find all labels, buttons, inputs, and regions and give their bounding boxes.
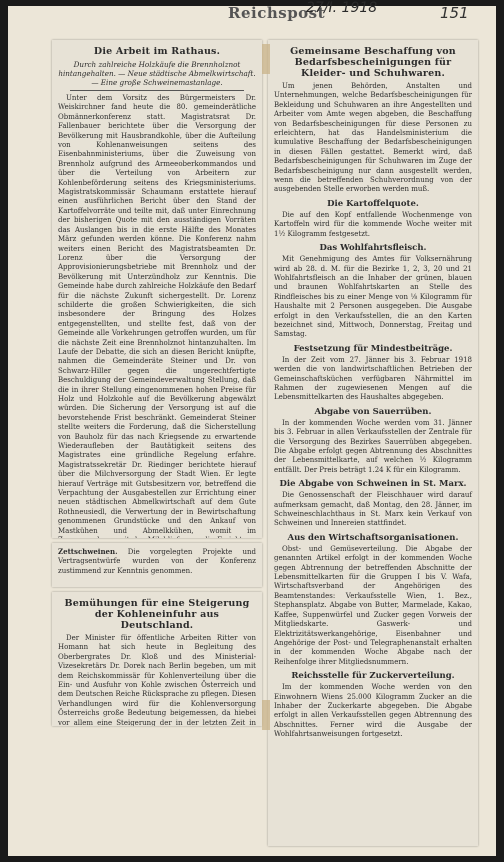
- section-body-kartoffel: Die auf den Kopf entfallende Wochenmenge von Kartoffeln wird für die kommende Woche weiter mit 1½ Kilogramm festgesetzt.: [274, 210, 472, 238]
- tape-strip: [262, 44, 270, 74]
- article-lead: Zettschweinen.: [58, 547, 118, 556]
- masthead: Reichspost: [228, 4, 326, 22]
- article-title: Gemeinsame Beschaffung von Bedarfsbescheinigungen für Kleider- und Schuhwaren.: [290, 46, 456, 79]
- article-title: Bemühungen für eine Steigerung der Kohleneinfuhr aus Deutschland.: [64, 598, 250, 631]
- article-kohleneinfuhr: [52, 592, 262, 726]
- section-heading-schweine: Die Abgabe von Schweinen in St. Marx.: [279, 479, 467, 490]
- section-heading-zucker: Reichsstelle für Zuckerverteilung.: [291, 671, 455, 682]
- section-heading-mindest: Festsetzung für Mindestbeiträge.: [293, 343, 453, 354]
- section-body-mindest: In der Zeit vom 27. Jänner bis 3. Februar 1918 werden die von landwirtschaftlichen Betrieben der Gemeinschaftsküchen verfügbaren Nährmittel im Rahmen der zugewiesenen Mengen auf die Lebensmittelkarten des Haushaltes abgegeben.: [274, 355, 472, 402]
- section-body-zucker: Im der kommenden Woche werden von den Einwohnern Wiens 25.000 Kilogramm Zucker an die Inhaber der Zuckerkarte abgegeben. Die Abgabe erfolgt in allen Verkaufsstellen gegen Abtrennung des Abschnittes. Ferner wird die Ausgabe der Wohlfahrtsanweisungen fortgesetzt.: [274, 683, 472, 739]
- article-subtitle: Durch zahlreiche Holzkäufe die Brennholznot hintangehalten. — Neue städtische Abmelkwirtschaft. — Eine große Schweinemastanlage.: [58, 60, 256, 87]
- article-title: Die Arbeit im Rathaus.: [93, 46, 221, 57]
- article-rathaus-continued: [52, 543, 262, 587]
- section-heading-sauer: Abgabe von Sauerrüben.: [314, 406, 432, 417]
- section-heading-wohlfahrt: Das Wohlfahrtsfleisch.: [319, 243, 427, 254]
- section-body-sauer: In der kommenden Woche werden vom 31. Jänner bis 3. Februar in allen Verkaufsstellen der Zentrale für die Versorgung des Bezirkes Sauerrüben abgegeben. Die Abgabe erfolgt gegen Abtrennung des Abschnittes der Lebensmittelkarte, auf welchen ½ Kilogramm entfällt. Der Preis beträgt 1.24 K für ein Kilogramm.: [274, 418, 472, 474]
- section-body-wohlfahrt: Mit Genehmigung des Amtes für Volksernährung wird ab 28. d. M. für die Bezirke 1, 2, 3, 20 und 21 Wohlfahrtsfleisch an die Inhaber der grünen, blauen und braunen Wohlfahrtskarten an Stelle des Rindfleisches bis zu einer Menge von ⅛ Kilogramm für Haushalte mit 2 Personen ausgegeben. Die Ausgabe erfolgt in den Verkaufsstellen, die an den Karten bezeichnet sind, Mittwoch, Donnerstag, Freitag und Samstag.: [274, 255, 472, 339]
- handwritten-date: 27/I. 1918: [306, 0, 378, 16]
- tape-strip: [262, 700, 270, 730]
- article-body: Der Minister für öffentliche Arbeiten Ritter von Homann hat sich heute in Begleitung des Oberbergrates Dr. Kloß und des Ministerial-Vizesekretärs Dr. Dorek nach Berlin begeben, um mit dem Reichskommissär für Kohlenverteilung über die Ein- und Ausfuhr von Kohle zwischen Österreich und dem Deutschen Reiche Rücksprache zu pflegen. Diesen Verhandlungen wird für die Kohlenversorgung Österreichs große Bedeutung beigemessen, da hiebei vor allem eine Steigerung der in der letzten Zeit in: [58, 634, 256, 726]
- section-heading-wirtschaft: Aus den Wirtschaftsorganisationen.: [287, 532, 459, 543]
- handwritten-shelf-number: 151: [440, 4, 469, 22]
- divider: [70, 90, 244, 91]
- article-body: Um jenen Behörden, Anstalten und Unternehmungen, welche Bedarfsbescheinigungen für Bekleidung und Schuhwaren an ihre Angestellten und Arbeiter vom Amte wegen abgeben, die Beschaffung von Bedarfsbescheinigungen für diese Personen zu erleichtern, hat das Handelsministerium die kumulative Beschaffung der Bedarfsbescheinigungen in diesen Fällen gestattet. Bemerkt wird, daß Bedarfsbescheinigungen für Schuhwaren im Zuge der Bedarfsbescheinigung nur dann ausgestellt werden, wenn die betreffenden Schuhverordnung von der ausgebenden Stelle erworben werden muß.: [274, 82, 472, 194]
- section-heading-kartoffel: Die Kartoffelquote.: [327, 198, 419, 209]
- section-body-schweine: Die Genossenschaft der Fleischhauer wird darauf aufmerksam gemacht, daß Montag, den 28. Jänner, im Schweineschlachthaus in St. Marx kein Verkauf von Schweinen und Innereien stattfindet.: [274, 491, 472, 528]
- article-body: Die vorgelegten Projekte und Vertragsentwürfe wurden von der Konferenz zustimmend zur Kenntnis genommen.: [58, 548, 256, 575]
- article-body: Unter dem Vorsitz des Bürgermeisters Dr. Weiskirchner fand heute die 80. gemeinderätliche Obmännerkonferenz statt. Magistratsrat Dr. Fallenbauer berichtete über die Versorgung der Bevölkerung mit Hausbrandkohle, über die Aufteilung von Kohlenanweisungen seitens des Eisenbahnministeriums, über die Zuweisung von Brennholz aufgrund des Armeeoberkommandos und über die Verteilung von Arbeitern zur Kohlenbeförderung seitens des Kriegsministeriums. Magistratskommissär Schaumann erstattete hierauf einen ausführlichen Bericht über den Stand der Kartoffelvorräte und teilte mit, daß unter Einrechnung der bisherigen Quote mit den ausständigen Vorräten das Auslangen bis in die erste Hälfte des Monates März gefunden werden könne. Die Konferenz nahm weiters einen Bericht des Magistratsbeamten Dr. Lorenz über die Versorgung der Approvisionierungsbetriebe mit Brennholz und der Bevölkerung mit Unterzündholz zur Kenntnis. Die Gemeinde habe durch zahlreiche Holzkäufe den Bedarf für die nächste Zukunft sichergestellt. Dr. Lorenz schilderte die großen Schwierigkeiten, die sich insbesondere der Bringung des Holzes entgegenstellten, und stellte fest, daß von der Gemeinde alle Vorkehrungen getroffen wurden, um für die nächste Zeit eine Brennholznot hintanzuhalten. Im Laufe der Debatte, die sich an diesen Bericht knüpfte, nahmen die Gemeinderäte Steiner und Dr. von Schwarz-Hiller gegen die ungerechtfertigte Beschuldigung der Gemeindeverwaltung Stellung, daß die in ihrer Stellung eingenommenen hohen Preise für Holz und Holzkohle auf die Bevölkerung abgewälzt würden. Die Sicherung der Versorgung ist auf die bevorstehende Frist beschränkt. Gemeinderat Steiner stellte weiters die Forderung, daß die Sicherstellung von Bauholz für das nach Kriegsende zu erwartende Wiederaufleben der Bautätigkeit seitens des Magistrates eine gründliche Regelung erfahre. Magistratssekretär Dr. Riedinger berichtete hierauf über die Milchversorgung der Stadt Wien. Er legte hierauf Verträge mit Gutsbesitzern vor, betreffend die Verpachtung der Ausgabestellen zur Errichtung einer neuen städtischen Abmelkwirtschaft auf dem Gute Rothneusiedl, die Verwertung der in Bewirtschaftung genommenen Grundstücke und den Ankauf von Mastkühen und Abmelkkühen, womit im: [58, 94, 256, 535]
- section-body-wirtschaft: Obst- und Gemüseverteilung. Die Abgabe der genannten Artikel erfolgt in der kommenden Woche gegen Abtrennung der betreffenden Abschnitte der Lebensmittelkarten für die Gruppen I bis V. Wafa, Wirtschaftsverband der Angehörigen des Beamtenstandes: Verkaufsstelle Wien, 1. Bez., Stephansplatz. Abgabe von Butter, Marmelade, Kakao, Kaffee, Suppenwürfel und Zucker gegen Vorweis der Mitgliedskarte. Gaswerk- und Elektrizitätswerkangehörige, Eisenbahner und Angehörige der Post- und Telegraphenanstalt erhalten in der kommenden Woche Abgabe nach der Reihenfolge ihrer Mitgliedsnummern.: [274, 544, 472, 666]
- article-bedarfsbescheinigungen: [268, 40, 478, 846]
- article-rathaus: [52, 40, 262, 538]
